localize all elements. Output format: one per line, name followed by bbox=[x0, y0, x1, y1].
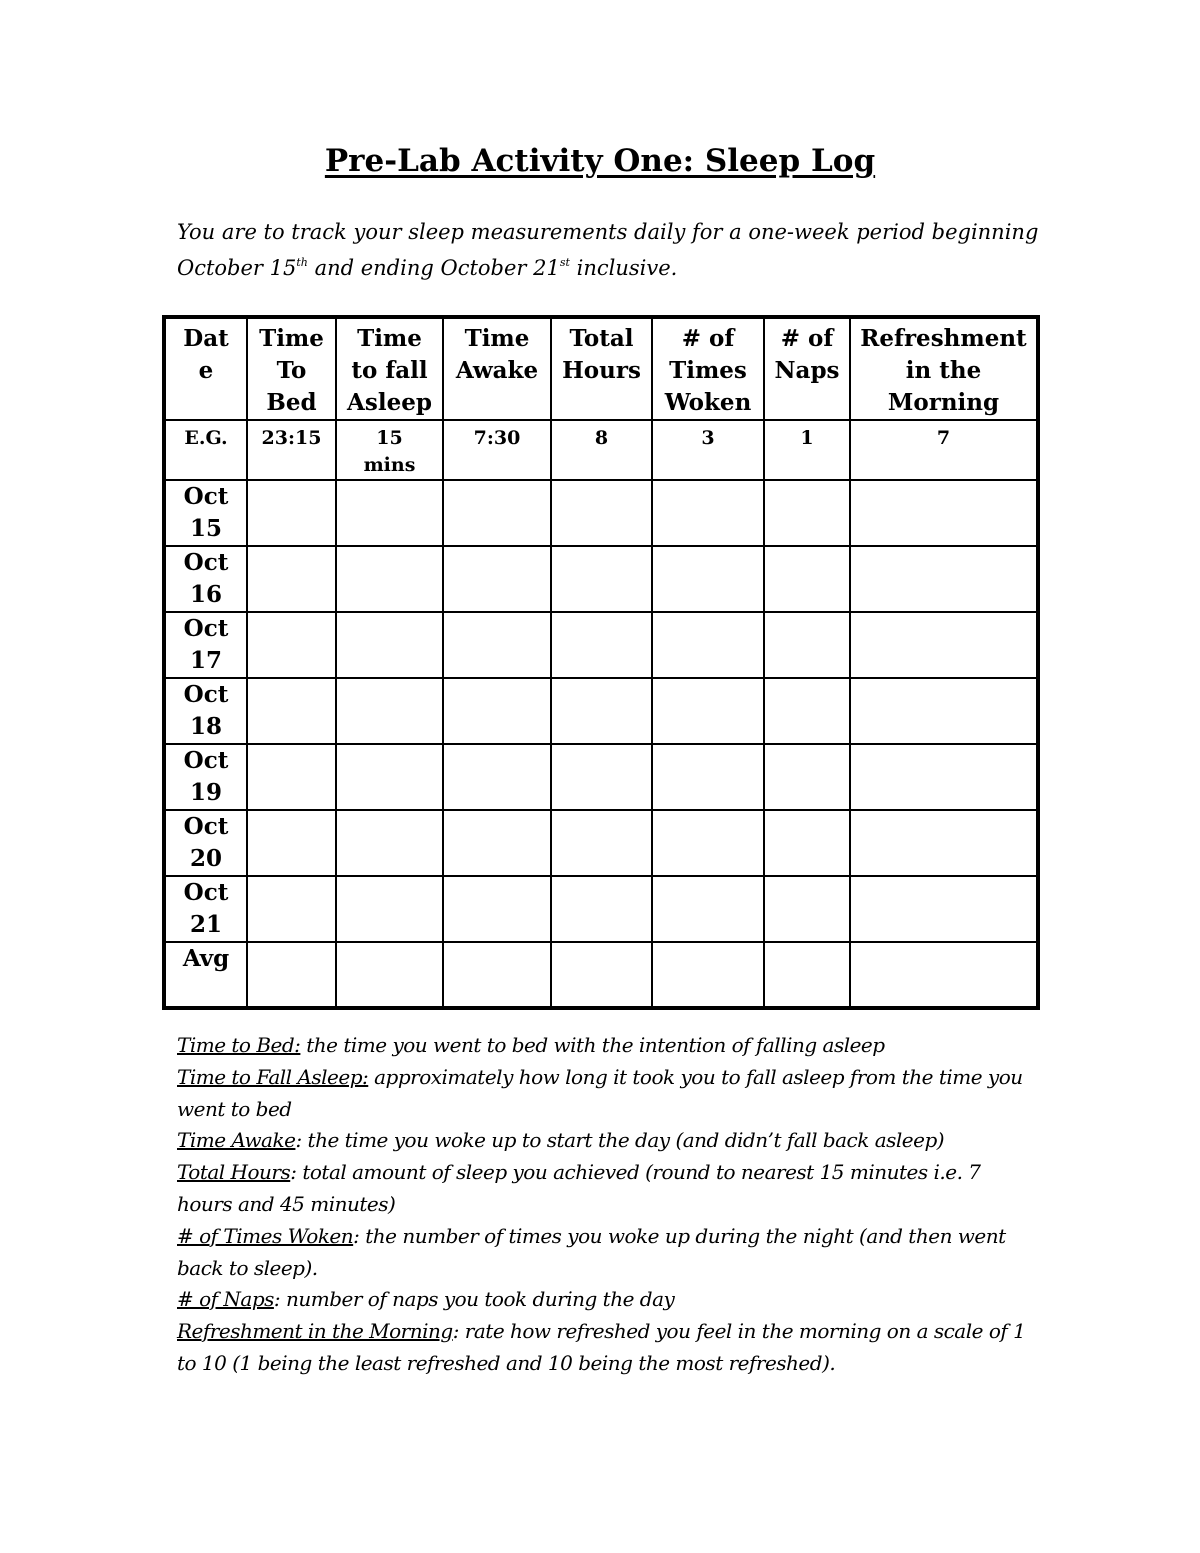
row-date: Oct 21 bbox=[164, 876, 247, 942]
intro-line-1: You are to track your sleep measurements daily for a one-week period beginning bbox=[177, 220, 1039, 244]
input-cell[interactable] bbox=[764, 480, 850, 546]
input-cell[interactable] bbox=[443, 744, 551, 810]
input-cell[interactable] bbox=[850, 744, 1038, 810]
input-cell[interactable] bbox=[336, 744, 443, 810]
input-cell[interactable] bbox=[247, 612, 336, 678]
header-time-to-bed: Time To Bed bbox=[247, 317, 336, 420]
row-date: Oct 19 bbox=[164, 744, 247, 810]
header-date: Dat e bbox=[164, 317, 247, 420]
input-cell[interactable] bbox=[551, 612, 652, 678]
input-cell[interactable] bbox=[336, 876, 443, 942]
intro-line-2-end: inclusive. bbox=[569, 256, 678, 280]
input-cell[interactable] bbox=[764, 810, 850, 876]
input-cell[interactable] bbox=[850, 480, 1038, 546]
definition-times-woken: # of Times Woken: the number of times you woke up during the night (and then went back to sleep). bbox=[177, 1223, 1006, 1280]
input-cell[interactable] bbox=[336, 942, 443, 1008]
row-average-label: Avg bbox=[164, 942, 247, 1008]
input-cell[interactable] bbox=[850, 942, 1038, 1008]
input-cell[interactable] bbox=[652, 612, 764, 678]
header-row bbox=[164, 317, 1038, 420]
input-cell[interactable] bbox=[764, 744, 850, 810]
input-cell[interactable] bbox=[652, 942, 764, 1008]
input-cell[interactable] bbox=[247, 480, 336, 546]
table-row-oct-20 bbox=[164, 810, 1038, 876]
input-cell[interactable] bbox=[764, 876, 850, 942]
header-time-awake: Time Awake bbox=[443, 317, 551, 420]
table-row-oct-18 bbox=[164, 678, 1038, 744]
row-date: Oct 20 bbox=[164, 810, 247, 876]
definitions-list bbox=[177, 1030, 1027, 1380]
input-cell[interactable] bbox=[652, 678, 764, 744]
input-cell[interactable] bbox=[551, 744, 652, 810]
example-naps: 1 bbox=[764, 420, 850, 480]
input-cell[interactable] bbox=[850, 876, 1038, 942]
definition-time-to-fall-asleep: Time to Fall Asleep: approximately how long it took you to fall asleep from the time you went to bed bbox=[177, 1064, 1023, 1121]
row-date: Oct 18 bbox=[164, 678, 247, 744]
superscript-th: th bbox=[296, 256, 308, 269]
input-cell[interactable] bbox=[443, 810, 551, 876]
input-cell[interactable] bbox=[443, 678, 551, 744]
input-cell[interactable] bbox=[551, 942, 652, 1008]
intro-paragraph bbox=[177, 214, 1057, 286]
table-row-oct-19 bbox=[164, 744, 1038, 810]
intro-line-2-middle: and ending October 21 bbox=[307, 256, 560, 280]
input-cell[interactable] bbox=[551, 876, 652, 942]
input-cell[interactable] bbox=[443, 876, 551, 942]
example-total-hours: 8 bbox=[551, 420, 652, 480]
input-cell[interactable] bbox=[850, 810, 1038, 876]
input-cell[interactable] bbox=[247, 810, 336, 876]
example-label: E.G. bbox=[164, 420, 247, 480]
input-cell[interactable] bbox=[247, 876, 336, 942]
input-cell[interactable] bbox=[336, 612, 443, 678]
input-cell[interactable] bbox=[652, 876, 764, 942]
input-cell[interactable] bbox=[551, 678, 652, 744]
row-date: Oct 17 bbox=[164, 612, 247, 678]
table-row-oct-17 bbox=[164, 612, 1038, 678]
intro-line-2-start: October 15 bbox=[177, 256, 297, 280]
input-cell[interactable] bbox=[443, 942, 551, 1008]
example-refreshment: 7 bbox=[850, 420, 1038, 480]
definition-total-hours: Total Hours: total amount of sleep you achieved (round to nearest 15 minutes i.e. 7 hours and 45 minutes) bbox=[177, 1160, 981, 1216]
input-cell[interactable] bbox=[850, 678, 1038, 744]
input-cell[interactable] bbox=[443, 546, 551, 612]
definition-refreshment: Refreshment in the Morning: rate how refreshed you feel in the morning on a scale of 1 to 10 (1 being the least refreshed and 10 being the most refreshed). bbox=[177, 1319, 1026, 1375]
input-cell[interactable] bbox=[551, 546, 652, 612]
input-cell[interactable] bbox=[764, 942, 850, 1008]
input-cell[interactable] bbox=[247, 678, 336, 744]
header-time-to-fall-asleep: Time to fall Asleep bbox=[336, 317, 443, 420]
example-row bbox=[164, 420, 1038, 480]
input-cell[interactable] bbox=[652, 480, 764, 546]
input-cell[interactable] bbox=[850, 612, 1038, 678]
input-cell[interactable] bbox=[247, 942, 336, 1008]
definition-time-to-bed: Time to Bed: the time you went to bed with the intention of falling asleep bbox=[177, 1033, 885, 1057]
input-cell[interactable] bbox=[336, 480, 443, 546]
input-cell[interactable] bbox=[652, 744, 764, 810]
input-cell[interactable] bbox=[443, 480, 551, 546]
example-times-woken: 3 bbox=[652, 420, 764, 480]
row-date: Oct 16 bbox=[164, 546, 247, 612]
input-cell[interactable] bbox=[247, 546, 336, 612]
definition-time-awake: Time Awake: the time you woke up to start the day (and didn’t fall back asleep) bbox=[177, 1128, 945, 1153]
input-cell[interactable] bbox=[551, 810, 652, 876]
input-cell[interactable] bbox=[764, 546, 850, 612]
header-times-woken: # of Times Woken bbox=[652, 317, 764, 420]
table-row-oct-16 bbox=[164, 546, 1038, 612]
superscript-st: st bbox=[559, 256, 570, 269]
input-cell[interactable] bbox=[336, 546, 443, 612]
input-cell[interactable] bbox=[247, 744, 336, 810]
definition-naps: # of Naps: number of naps you took during the day bbox=[177, 1287, 675, 1312]
example-time-awake: 7:30 bbox=[443, 420, 551, 480]
input-cell[interactable] bbox=[551, 480, 652, 546]
table-row-oct-21 bbox=[164, 876, 1038, 942]
example-time-to-bed: 23:15 bbox=[247, 420, 336, 480]
row-date: Oct 15 bbox=[164, 480, 247, 546]
input-cell[interactable] bbox=[336, 678, 443, 744]
input-cell[interactable] bbox=[652, 810, 764, 876]
input-cell[interactable] bbox=[764, 612, 850, 678]
input-cell[interactable] bbox=[764, 678, 850, 744]
header-total-hours: Total Hours bbox=[551, 317, 652, 420]
input-cell[interactable] bbox=[652, 546, 764, 612]
input-cell[interactable] bbox=[443, 612, 551, 678]
input-cell[interactable] bbox=[336, 810, 443, 876]
sleep-log-table bbox=[162, 315, 1040, 1010]
page-title: Pre-Lab Activity One: Sleep Log bbox=[324, 143, 876, 179]
table-row-oct-15 bbox=[164, 480, 1038, 546]
input-cell[interactable] bbox=[850, 546, 1038, 612]
example-time-to-fall-asleep: 15 mins bbox=[336, 420, 443, 480]
table-row-average bbox=[164, 942, 1038, 1008]
header-refreshment: Refreshment in the Morning bbox=[850, 317, 1038, 420]
header-naps: # of Naps bbox=[764, 317, 850, 420]
